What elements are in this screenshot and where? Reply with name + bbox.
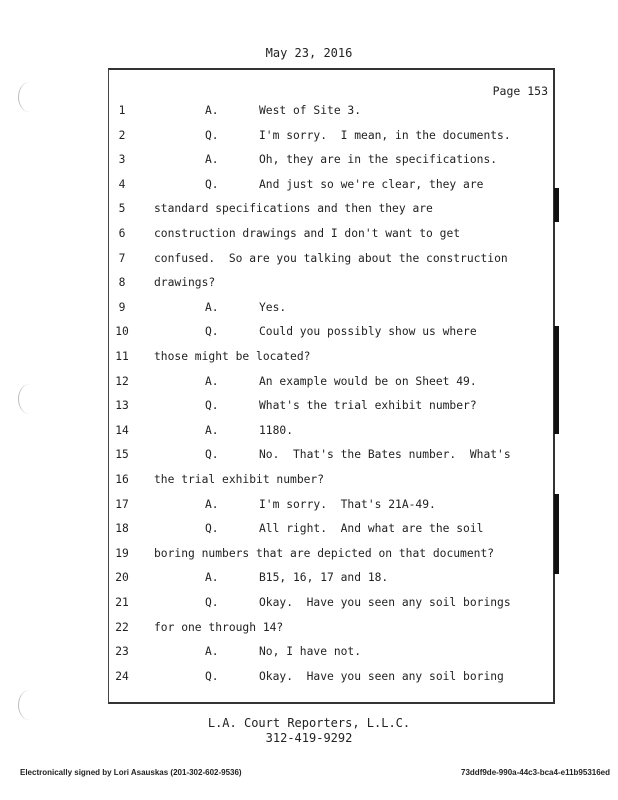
line-number: 19: [115, 546, 129, 560]
speaker-label: Q.: [205, 448, 219, 462]
line-text: boring numbers that are depicted on that document?: [154, 546, 495, 560]
line-text: I'm sorry. That's 21A-49.: [259, 497, 436, 511]
line-text: I'm sorry. I mean, in the documents.: [259, 128, 511, 142]
line-number: 4: [118, 177, 126, 191]
line-text: Okay. Have you seen any soil borings: [259, 596, 511, 609]
transcript-line: [0, 153, 560, 173]
speaker-label: Q.: [205, 669, 219, 683]
transcript-line: [0, 571, 560, 591]
line-number: 14: [115, 423, 129, 437]
transcript-line: [0, 325, 560, 345]
speaker-label: A.: [205, 423, 219, 437]
line-number: 11: [115, 350, 129, 363]
line-number: 18: [115, 522, 129, 536]
line-text: What's the trial exhibit number?: [259, 399, 477, 413]
speaker-label: A.: [205, 497, 219, 511]
transcript-line: [0, 104, 560, 124]
transcript-line: [0, 448, 560, 468]
line-number: 7: [118, 251, 126, 265]
transcript-line: [0, 596, 560, 616]
line-text: And just so we're clear, they are: [259, 177, 484, 191]
transcript-line: [0, 129, 560, 149]
transcript-line: [0, 375, 560, 395]
line-number: 8: [118, 276, 126, 290]
margin-bar: [554, 188, 559, 222]
line-number: 22: [115, 620, 129, 634]
line-number: 20: [115, 571, 129, 585]
transcript-line: [0, 498, 560, 518]
speaker-label: Q.: [205, 128, 219, 142]
line-text: Could you possibly show us where: [259, 325, 477, 339]
transcript-line: [0, 227, 560, 247]
transcript-line: [0, 350, 560, 370]
reporter-phone: 312-419-9292: [265, 731, 353, 745]
transcript-line: [0, 424, 560, 444]
line-number: 13: [115, 399, 129, 413]
line-number: 24: [115, 669, 129, 683]
line-number: 15: [115, 448, 129, 462]
speaker-label: A.: [205, 300, 219, 314]
line-text: standard specifications and then they are: [154, 202, 433, 216]
speaker-label: Q.: [205, 596, 219, 609]
transcript-line: [0, 621, 560, 641]
line-text: Okay. Have you seen any soil boring: [259, 669, 504, 683]
line-number: 23: [115, 645, 129, 659]
line-text: for one through 14?: [154, 620, 284, 634]
speaker-label: Q.: [205, 177, 219, 191]
line-text: the trial exhibit number?: [154, 473, 325, 486]
transcript-line: [0, 276, 560, 296]
line-number: 16: [115, 473, 129, 486]
margin-bar: [554, 494, 559, 574]
speaker-label: A.: [205, 104, 219, 117]
line-number: 9: [118, 300, 126, 314]
line-number: 21: [115, 596, 129, 609]
transcript-date: May 23, 2016: [265, 46, 353, 60]
speaker-label: Q.: [205, 522, 219, 536]
line-number: 10: [115, 325, 129, 339]
transcript-line: [0, 301, 560, 321]
line-text: No. That's the Bates number. What's: [259, 448, 511, 462]
line-text: West of Site 3.: [259, 104, 362, 117]
line-number: 5: [118, 202, 126, 216]
line-text: those might be located?: [154, 350, 311, 363]
line-text: All right. And what are the soil: [259, 522, 484, 536]
transcript-line: [0, 252, 560, 272]
transcript-line: [0, 670, 560, 690]
transcript-line: [0, 547, 560, 567]
line-number: 6: [118, 227, 126, 240]
line-number: 2: [118, 128, 126, 142]
line-text: drawings?: [154, 276, 216, 290]
transcript-line: [0, 202, 560, 222]
transcript-line: [0, 473, 560, 493]
transcript-line: [0, 178, 560, 198]
line-text: B15, 16, 17 and 18.: [259, 571, 389, 585]
speaker-label: A.: [205, 645, 219, 659]
line-text: construction drawings and I don't want to get: [154, 227, 461, 240]
line-text: 1180.: [259, 423, 294, 437]
speaker-label: A.: [205, 374, 219, 388]
line-number: 3: [118, 153, 126, 167]
page-number: Page 153: [492, 84, 548, 98]
line-text: An example would be on Sheet 49.: [259, 374, 477, 388]
speaker-label: A.: [205, 153, 219, 167]
speaker-label: Q.: [205, 325, 219, 339]
esign-hash: 73ddf9de-990a-44c3-bca4-e11b95316ed: [461, 768, 610, 777]
speaker-label: Q.: [205, 399, 219, 413]
transcript-line: [0, 522, 560, 542]
line-number: 12: [115, 374, 129, 388]
line-number: 17: [115, 497, 129, 511]
esign-signer: Electronically signed by Lori Asauskas (201-302-602-9536): [20, 768, 242, 777]
line-number: 1: [118, 104, 126, 117]
transcript-line: [0, 645, 560, 665]
line-text: Yes.: [259, 300, 287, 314]
line-text: Oh, they are in the specifications.: [259, 153, 498, 167]
line-text: confused. So are you talking about the construction: [154, 251, 508, 265]
margin-bar: [554, 326, 559, 434]
line-text: No, I have not.: [259, 645, 362, 659]
transcript-line: [0, 399, 560, 419]
reporter-company: L.A. Court Reporters, L.L.C.: [207, 716, 411, 730]
speaker-label: A.: [205, 571, 219, 585]
